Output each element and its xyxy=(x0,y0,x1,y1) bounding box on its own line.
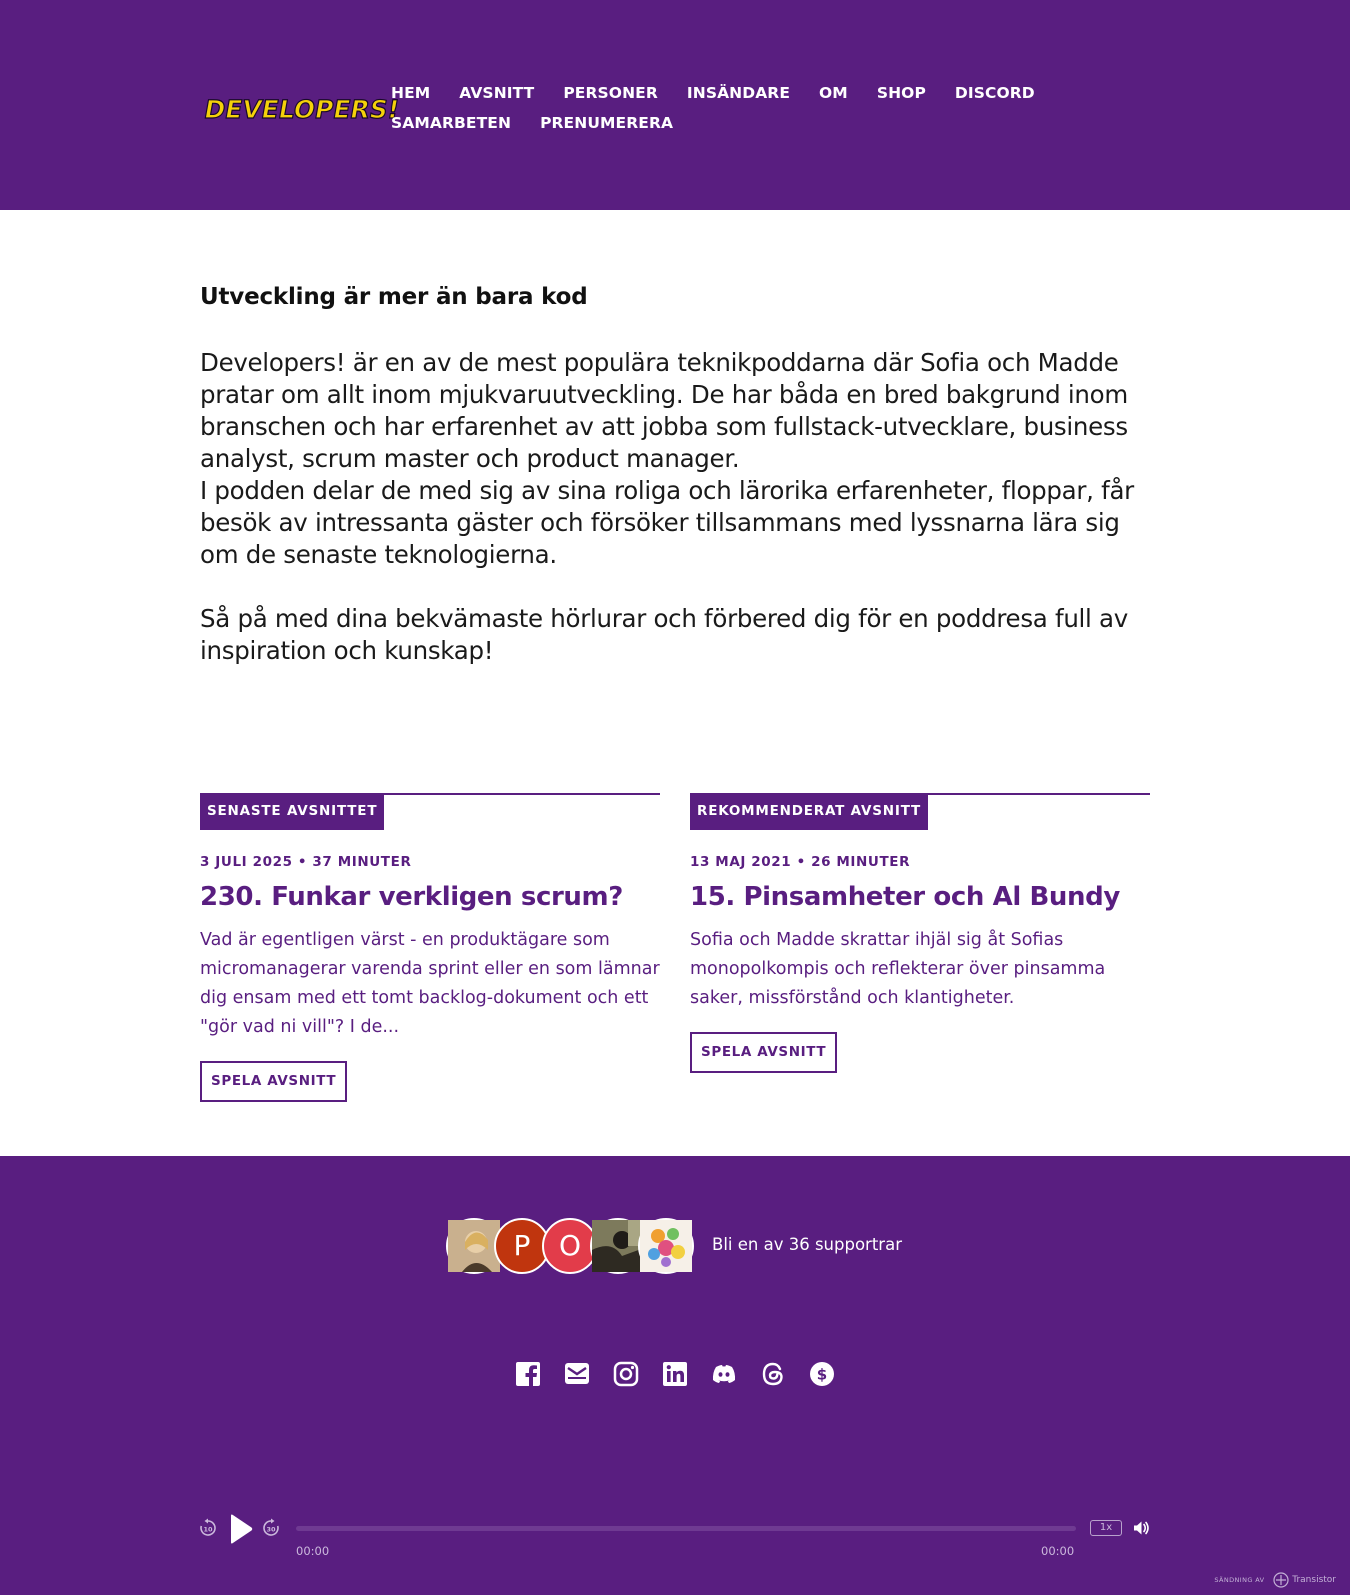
forward-30-icon[interactable] xyxy=(261,1518,281,1538)
nav-item-avsnitt[interactable]: AVSNITT xyxy=(459,84,535,102)
volume-icon[interactable] xyxy=(1132,1519,1150,1537)
duration-time: 00:00 xyxy=(1041,1544,1075,1558)
audio-player xyxy=(198,1514,1150,1558)
email-icon[interactable] xyxy=(563,1360,591,1388)
episode-meta: 3 JULI 2025 • 37 MINUTER xyxy=(200,854,412,870)
episode-meta: 13 MAJ 2021 • 26 MINUTER xyxy=(690,854,911,870)
intro-text xyxy=(200,347,1145,667)
intro-paragraph: I podden delar de med sig av sina roliga och lärorika erfarenheter, floppar, får besök av intressanta gäster och försöker tillsammans med lyssnarna lära sig om de senaste teknologierna. xyxy=(200,476,1134,569)
intro-paragraph: Developers! är en av de mest populära teknikpoddarna där Sofia och Madde pratar om allt inom mjukvaruutveckling. De har båda en bred bakgrund inom branschen och har erfarenhet av att jobba som fullstack-utvecklare, business analyst, scrum master och product manager. xyxy=(200,348,1128,473)
linkedin-icon[interactable] xyxy=(661,1360,689,1388)
nav-item-insandare[interactable]: INSÄNDARE xyxy=(686,84,791,102)
nav-item-om[interactable]: OM xyxy=(819,84,848,102)
episode-title[interactable]: 230. Funkar verkligen scrum? xyxy=(200,882,623,912)
recommended-episode-badge: REKOMMENDERAT AVSNITT xyxy=(690,793,928,830)
supporters-section[interactable] xyxy=(446,1218,966,1274)
supporter-avatar: O xyxy=(542,1218,598,1274)
intro-title: Utveckling är mer än bara kod xyxy=(200,284,588,310)
nav-item-hem[interactable]: HEM xyxy=(391,84,431,102)
supporter-avatar: P xyxy=(494,1218,550,1274)
episode-description: Sofia och Madde skrattar ihjäl sig åt Sofias monopolkompis och reflekterar över pinsamma saker, missförstånd och klantigheter. xyxy=(690,930,1106,1008)
main-nav xyxy=(391,78,1081,138)
nav-item-personer[interactable]: PERSONER xyxy=(563,84,658,102)
become-supporter-link[interactable]: Bli en av 36 supportrar xyxy=(712,1235,902,1254)
episode-description: Vad är egentligen värst - en produktägare som micromanagerar varenda sprint eller en som lämnar dig ensam med ett tomt backlog-dokument och ett "gör vad ni vill"? I de... xyxy=(200,930,660,1037)
discord-icon[interactable] xyxy=(710,1360,738,1388)
play-icon[interactable] xyxy=(228,1514,254,1544)
facebook-icon[interactable] xyxy=(514,1360,542,1388)
threads-icon[interactable] xyxy=(759,1360,787,1388)
site-header xyxy=(0,0,1350,210)
nav-item-samarbeten[interactable]: SAMARBETEN xyxy=(391,114,512,132)
latest-episode-card xyxy=(200,793,660,1102)
playback-speed-button[interactable]: 1x xyxy=(1090,1520,1122,1536)
svg-text:$: $ xyxy=(816,1365,828,1384)
transistor-logo-icon xyxy=(1273,1572,1289,1588)
intro-paragraph: Så på med dina bekvämaste hörlurar och förbered dig för en poddresa full av inspiration och kunskap! xyxy=(200,604,1128,665)
recommended-episode-card xyxy=(690,793,1150,1073)
powered-by[interactable]: SÄNDNING AV Transistor xyxy=(1214,1572,1336,1588)
rewind-10-icon[interactable] xyxy=(198,1518,218,1538)
supporter-avatar xyxy=(638,1218,694,1274)
nav-item-shop[interactable]: SHOP xyxy=(876,84,926,102)
current-time: 00:00 xyxy=(296,1544,330,1558)
nav-item-discord[interactable]: DISCORD xyxy=(954,84,1035,102)
svg-text:30: 30 xyxy=(266,1525,276,1534)
svg-text:DEVELOPERS!: DEVELOPERS! xyxy=(201,95,402,124)
play-episode-button[interactable]: SPELA AVSNITT xyxy=(200,1061,347,1102)
latest-episode-badge: SENASTE AVSNITTET xyxy=(200,793,384,830)
instagram-icon[interactable] xyxy=(612,1360,640,1388)
nav-item-prenumerera[interactable]: PRENUMERERA xyxy=(540,114,674,132)
svg-text:10: 10 xyxy=(203,1525,213,1534)
site-logo[interactable] xyxy=(200,84,402,126)
dollar-icon[interactable] xyxy=(808,1360,836,1388)
progress-track[interactable] xyxy=(296,1526,1076,1531)
play-episode-button[interactable]: SPELA AVSNITT xyxy=(690,1032,837,1073)
episode-title[interactable]: 15. Pinsamheter och Al Bundy xyxy=(690,882,1120,912)
